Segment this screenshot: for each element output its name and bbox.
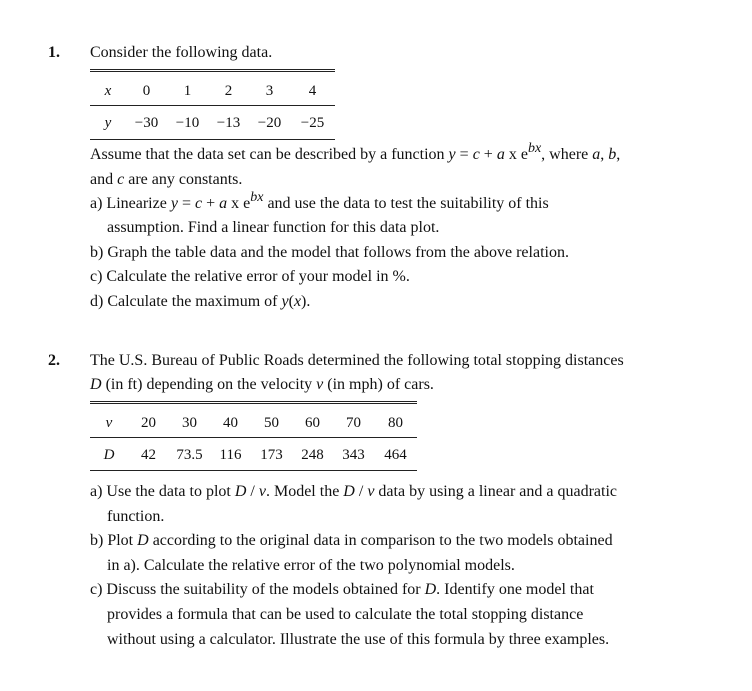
intro-text: (in ft) depending on the velocity (101, 376, 317, 393)
table-cell: 73.5 (176, 446, 203, 463)
assume-text: are any constants. (124, 171, 243, 188)
table-cell: 173 (260, 446, 283, 463)
problem-1-part-a (90, 190, 549, 213)
var-D: D (343, 483, 355, 500)
punct: / (246, 483, 259, 500)
math-plus: + (479, 146, 497, 163)
table-2-row-v (90, 408, 417, 438)
problem-2-intro: The U.S. Bureau of Public Roads determined the following total stopping distances (90, 352, 624, 369)
table-cell: 42 (141, 446, 156, 463)
var-c: c (117, 171, 125, 188)
table-cell: −30 (134, 114, 159, 131)
var-D: D (90, 376, 102, 393)
table-1-x-label: x (104, 82, 112, 99)
problem-2-part-a-line2: function. (107, 508, 165, 525)
table-1 (90, 76, 335, 106)
problem-2-part-c (90, 581, 594, 599)
problem-1-part-a-line2: assumption. Find a linear function for this data plot. (107, 219, 440, 236)
table-cell: −13 (216, 114, 241, 131)
math-y: y (448, 146, 456, 163)
table-2-bottom-rule (90, 470, 417, 471)
math-bx: bx (527, 141, 542, 156)
punct: ). (301, 293, 311, 310)
table-2-row-d (90, 440, 417, 470)
assume-text: , where (541, 146, 593, 163)
table-cell: 0 (142, 82, 151, 99)
table-1-bottom-rule (90, 139, 335, 140)
part-b-text: according to the original data in comparison to the two models obtained (148, 532, 613, 549)
math-e: e (520, 146, 528, 163)
table-cell: 1 (183, 82, 192, 99)
table-cell: 30 (182, 414, 197, 431)
problem-1-assumption (90, 141, 621, 164)
var-a: a (592, 146, 601, 163)
table-cell: 464 (384, 446, 407, 463)
part-a-text: a) Linearize (90, 195, 171, 212)
table-cell: 248 (301, 446, 324, 463)
table-cell: 343 (342, 446, 365, 463)
part-a-text: data by using a linear and a quadratic (374, 483, 617, 500)
math-y: y (281, 293, 289, 310)
table-cell: 80 (388, 414, 403, 431)
table-cell: 20 (141, 414, 156, 431)
assume-text: and (90, 171, 118, 188)
part-c-text: . Identify one model that (436, 581, 594, 598)
punct: / (354, 483, 368, 500)
math-eq: = (455, 146, 473, 163)
table-1-mid-rule (90, 105, 335, 106)
problem-1-intro: Consider the following data. (90, 44, 273, 61)
table-2-top-rule (90, 401, 417, 404)
var-b: b (608, 146, 617, 163)
table-1-row-y (90, 108, 335, 138)
part-a-text: . Model the (265, 483, 344, 500)
table-1-y (90, 108, 335, 138)
table-cell: −10 (175, 114, 200, 131)
problem-1-part-d (90, 293, 310, 311)
math-x: x (227, 195, 244, 212)
math-x: x (293, 293, 302, 310)
table-cell: 2 (224, 82, 233, 99)
table-2-d (90, 440, 417, 470)
table-1-y-label: y (104, 114, 112, 131)
var-v: v (258, 483, 266, 500)
problem-1-number: 1. (48, 44, 60, 61)
table-cell: −20 (257, 114, 282, 131)
part-a-text: and use the data to test the suitability of this (263, 195, 549, 212)
part-d-text: d) Calculate the maximum of (90, 293, 282, 310)
table-cell: 60 (305, 414, 320, 431)
part-a-text: a) Use the data to plot (90, 483, 235, 500)
intro-text: (in mph) of cars. (323, 376, 434, 393)
problem-2-part-b (90, 532, 613, 550)
table-cell: 4 (308, 82, 317, 99)
problem-2-number: 2. (48, 352, 60, 369)
math-c: c (194, 195, 203, 212)
table-1-row-x (90, 76, 335, 106)
math-y: y (170, 195, 178, 212)
part-c-text: c) Discuss the suitability of the models obtained for (90, 581, 425, 598)
math-bx: bx (250, 190, 264, 205)
table-cell: 40 (223, 414, 238, 431)
math-a: a (219, 195, 228, 212)
table-cell: 116 (219, 446, 242, 463)
part-b-text: b) Plot (90, 532, 138, 549)
table-2-mid-rule (90, 437, 417, 438)
table-2 (90, 408, 417, 438)
problem-2-part-b-line2: in a). Calculate the relative error of the two polynomial models. (107, 557, 515, 574)
var-D: D (137, 532, 149, 549)
math-eq: = (177, 195, 195, 212)
table-2-v-label: v (105, 414, 113, 431)
math-x: x (504, 146, 521, 163)
assume-text: Assume that the data set can be described by a function (90, 146, 449, 163)
math-c: c (472, 146, 480, 163)
math-plus: + (202, 195, 220, 212)
var-v: v (316, 376, 324, 393)
table-1-top-rule (90, 69, 335, 72)
problem-2-part-a (90, 483, 617, 501)
table-cell: 70 (346, 414, 361, 431)
problem-2-intro-line2 (90, 376, 434, 394)
problem-2-part-c-line2: provides a formula that can be used to calculate the total stopping distance (107, 606, 584, 623)
var-v: v (367, 483, 375, 500)
math-e: e (243, 195, 251, 212)
table-cell: 50 (264, 414, 279, 431)
problem-1-assumption-line2 (90, 171, 242, 189)
var-D: D (424, 581, 437, 598)
math-a: a (496, 146, 505, 163)
table-cell: −25 (300, 114, 325, 131)
punct: ( (288, 293, 294, 310)
table-cell: 3 (265, 82, 274, 99)
punct: , (616, 146, 621, 163)
punct: , (600, 146, 609, 163)
problem-1-part-b: b) Graph the table data and the model that follows from the above relation. (90, 244, 569, 261)
var-D: D (234, 483, 247, 500)
problem-1-part-c: c) Calculate the relative error of your model in %. (90, 268, 410, 285)
problem-2-part-c-line3: without using a calculator. Illustrate the use of this formula by three examples. (107, 631, 610, 648)
table-2-d-label: D (103, 446, 115, 463)
